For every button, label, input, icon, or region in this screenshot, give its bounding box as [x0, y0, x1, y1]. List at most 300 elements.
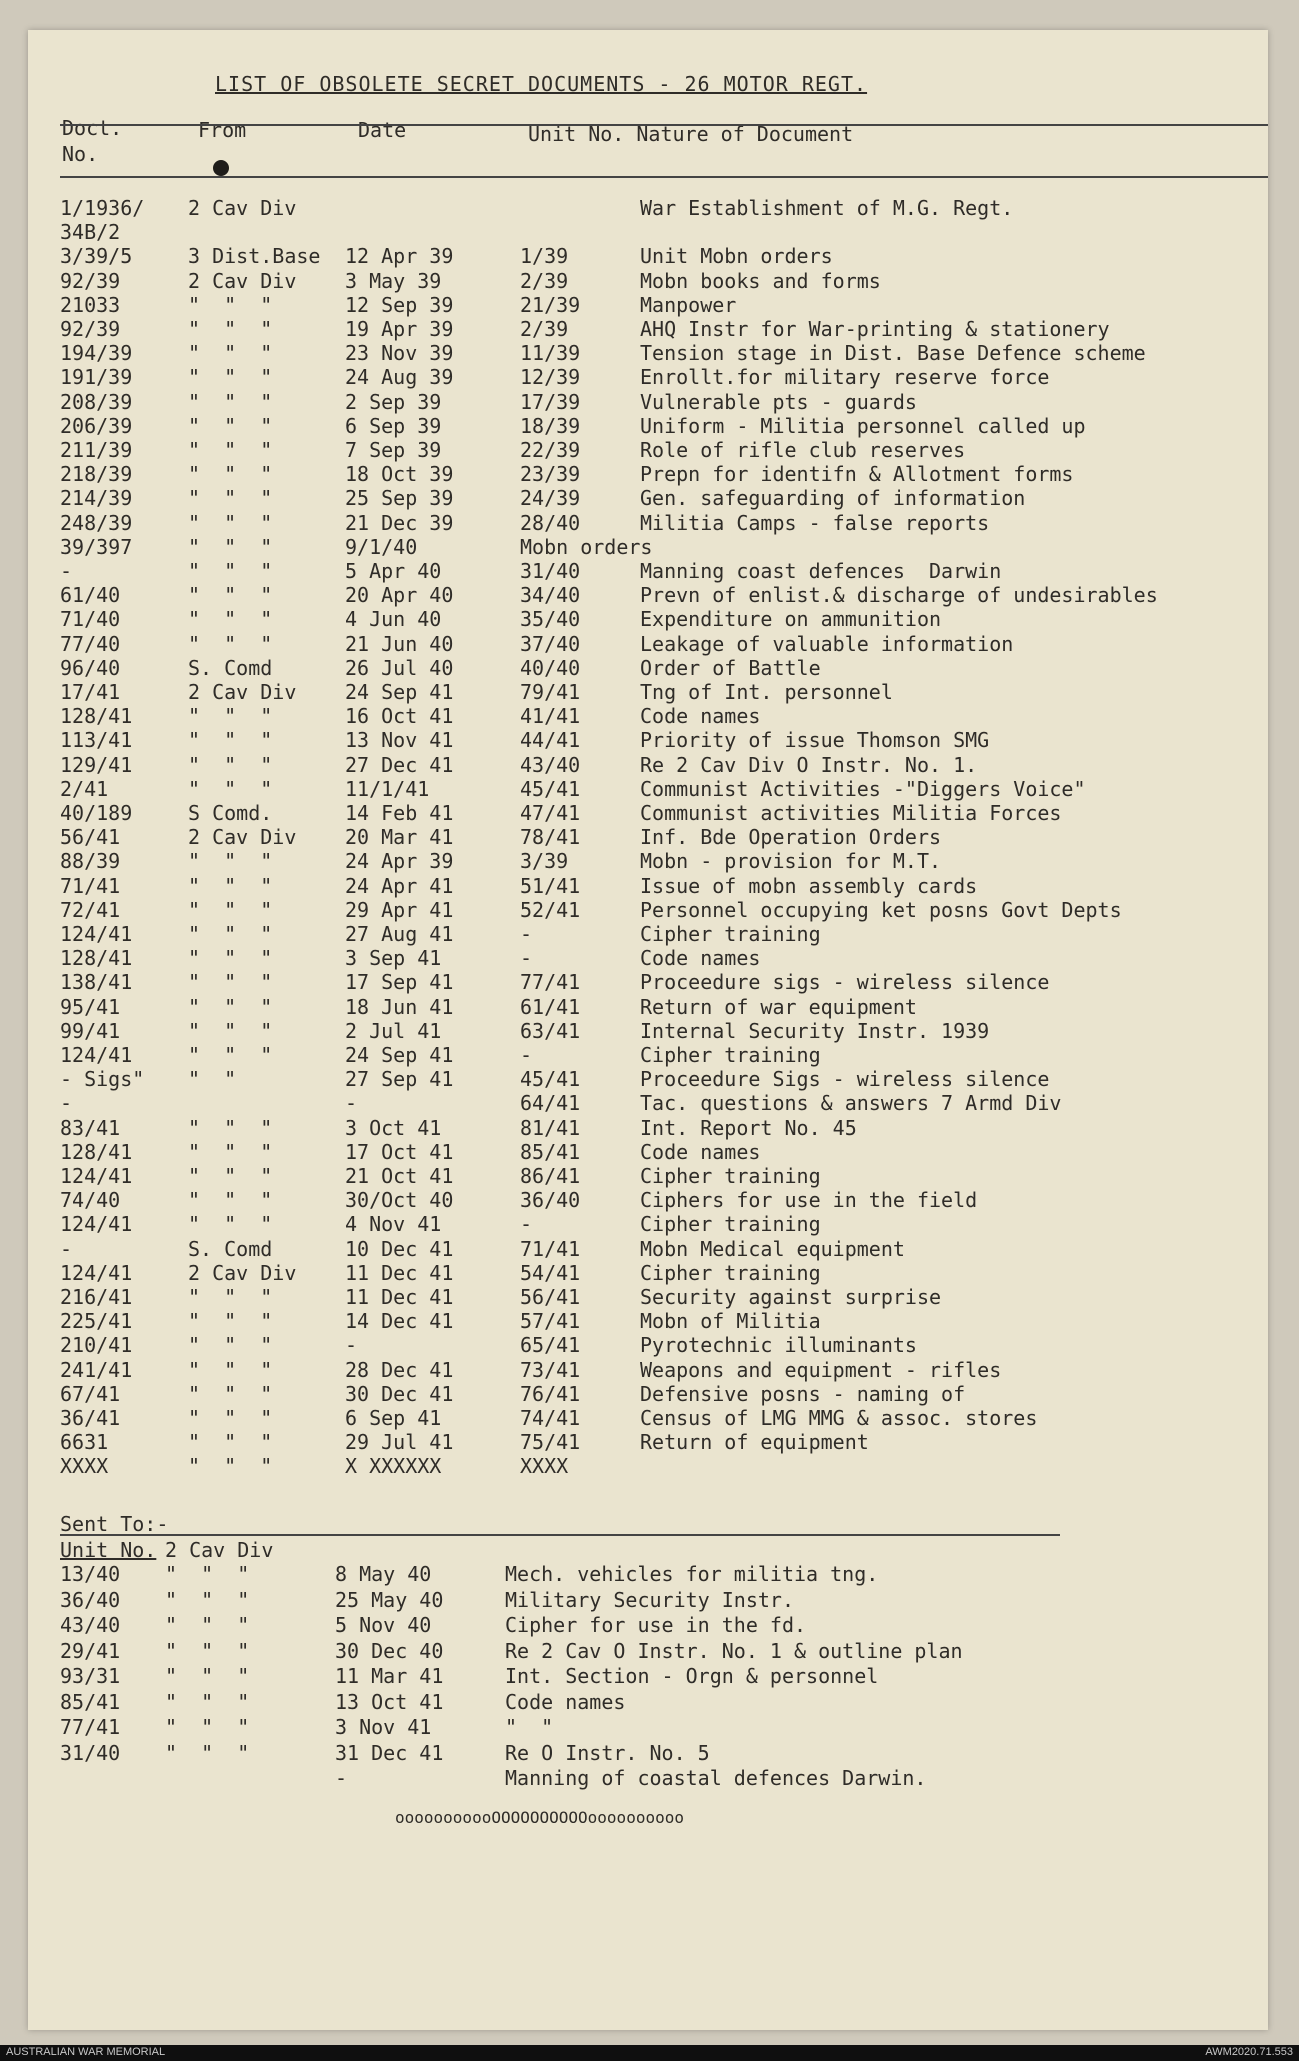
- table-row: [0, 874, 1268, 900]
- unit-number: -: [520, 922, 533, 946]
- document-title: LIST OF OBSOLETE SECRET DOCUMENTS - 26 MOTOR REGT.: [215, 72, 868, 96]
- from-unit: " " ": [188, 438, 273, 462]
- table-row: [0, 535, 1268, 561]
- unit-number: 17/39: [520, 389, 581, 414]
- unit-number: 22/39: [520, 438, 581, 462]
- unit-number: 24/39: [520, 486, 581, 511]
- sent-to-row: [0, 1690, 1268, 1716]
- doc-nature: Mobn - provision for M.T.: [640, 849, 942, 874]
- doc-date: 5 Apr 40: [345, 559, 442, 583]
- table-row: [0, 583, 1268, 609]
- unit-number: 56/41: [520, 1285, 581, 1309]
- from-unit: " " ": [188, 1115, 273, 1140]
- table-row: [0, 1043, 1268, 1069]
- header-bottom-rule: [60, 176, 1268, 178]
- doc-nature: Census of LMG MMG & assoc. stores: [640, 1406, 1038, 1430]
- doc-number: 211/39: [60, 438, 133, 462]
- doc-number: 191/39: [60, 365, 133, 390]
- from-unit: " " ": [188, 365, 273, 390]
- from-unit: 3 Dist.Base: [188, 244, 321, 269]
- table-row: [0, 970, 1268, 996]
- from-unit: " " ": [188, 728, 273, 753]
- sent-date: 30 Dec 40: [335, 1638, 444, 1663]
- unit-number: -: [520, 1212, 533, 1237]
- doc-nature: Ciphers for use in the field: [640, 1188, 978, 1213]
- unit-number: 71/41: [520, 1236, 581, 1261]
- table-row: [0, 1212, 1268, 1238]
- doc-number: 3/39/5: [60, 244, 133, 269]
- doc-nature: Int. Report No. 45: [640, 1115, 857, 1140]
- doc-nature: Code names: [640, 704, 761, 729]
- unit-number: 28/40: [520, 510, 581, 535]
- table-row: [0, 486, 1268, 512]
- unit-number: 76/41: [520, 1381, 581, 1406]
- doc-number: 34B/2: [60, 220, 121, 245]
- unit-number: -: [520, 946, 533, 971]
- doc-date: 19 Apr 39: [345, 317, 454, 341]
- doc-date: 16 Oct 41: [345, 704, 454, 729]
- from-unit: " " ": [188, 752, 273, 777]
- table-row: [0, 196, 1268, 222]
- unit-number: 54/41: [520, 1260, 581, 1285]
- doc-number: 96/40: [60, 655, 121, 680]
- doc-number: 39/397: [60, 534, 133, 559]
- table-row: [0, 1237, 1268, 1263]
- from-unit: S. Comd: [188, 655, 273, 680]
- doc-date: 2 Sep 39: [345, 389, 442, 414]
- doc-date: 3 Sep 41: [345, 946, 442, 971]
- table-row: [0, 511, 1268, 537]
- unit-number: 47/41: [520, 801, 581, 825]
- sent-unit-number: 13/40: [60, 1562, 121, 1586]
- doc-number: 95/41: [60, 994, 121, 1019]
- sent-from: " " ": [165, 1562, 250, 1586]
- unit-number: 21/39: [520, 292, 581, 317]
- doc-number: 216/41: [60, 1285, 133, 1309]
- doc-number: 241/41: [60, 1357, 133, 1382]
- doc-nature: Cipher training: [640, 1212, 821, 1237]
- doc-number: 92/39: [60, 317, 121, 341]
- doc-nature: Tng of Int. personnel: [640, 680, 893, 704]
- header-from: From: [198, 118, 247, 142]
- doc-nature: Communist Activities -"Diggers Voice": [640, 776, 1086, 801]
- sent-from: " " ": [165, 1664, 250, 1688]
- sent-from: " " ": [165, 1715, 250, 1739]
- sent-unit-number: 43/40: [60, 1613, 121, 1637]
- table-row: [0, 1140, 1268, 1166]
- unit-number: 64/41: [520, 1091, 581, 1116]
- doc-number: 2/41: [60, 776, 109, 801]
- doc-nature: Prepn for identifn & Allotment forms: [640, 462, 1074, 487]
- doc-number: 92/39: [60, 268, 121, 293]
- doc-number: 71/41: [60, 873, 121, 898]
- doc-nature: Enrollt.for military reserve force: [640, 365, 1050, 390]
- sent-nature: Mech. vehicles for militia tng.: [505, 1562, 879, 1586]
- doc-nature: Proceedure Sigs - wireless silence: [640, 1067, 1050, 1092]
- doc-nature: Role of rifle club reserves: [640, 438, 966, 462]
- unit-number: 73/41: [520, 1357, 581, 1382]
- sent-unit-number: 77/41: [60, 1715, 121, 1739]
- unit-number: 75/41: [520, 1430, 581, 1455]
- doc-date: 23 Nov 39: [345, 341, 454, 366]
- sent-date: 8 May 40: [335, 1562, 432, 1586]
- table-row: [0, 849, 1268, 875]
- unit-number: 52/41: [520, 897, 581, 922]
- doc-number: 88/39: [60, 849, 121, 874]
- from-unit: " " ": [188, 1430, 273, 1455]
- table-row: [0, 1261, 1268, 1287]
- doc-number: 1/1936/: [60, 196, 145, 220]
- from-unit: " " ": [188, 1285, 273, 1309]
- doc-number: - Sigs": [60, 1067, 145, 1092]
- footer-institution: AUSTRALIAN WAR MEMORIAL: [6, 2046, 166, 2058]
- doc-nature: Code names: [640, 1139, 761, 1164]
- doc-date: 25 Sep 39: [345, 486, 454, 511]
- from-unit: " " ": [188, 486, 273, 511]
- from-unit: " " ": [188, 292, 273, 317]
- table-row: [0, 995, 1268, 1021]
- from-unit: " " ": [188, 1212, 273, 1237]
- doc-number: 99/41: [60, 1018, 121, 1043]
- sent-to-rule: [60, 1534, 1060, 1536]
- doc-nature: Vulnerable pts - guards: [640, 389, 917, 414]
- doc-number: 56/41: [60, 825, 121, 850]
- doc-nature: Return of war equipment: [640, 994, 917, 1019]
- sent-nature: " ": [505, 1715, 554, 1739]
- header-doct: Doct.: [62, 116, 123, 140]
- doc-date: 17 Sep 41: [345, 970, 454, 995]
- doc-number: 61/40: [60, 583, 121, 608]
- doc-date: 12 Sep 39: [345, 292, 454, 317]
- unit-number: 45/41: [520, 776, 581, 801]
- from-unit: " " ": [188, 946, 273, 971]
- table-row: [0, 656, 1268, 682]
- sent-nature: Cipher for use in the fd.: [505, 1613, 807, 1637]
- sent-to-unit-header: Unit No.: [60, 1538, 157, 1562]
- doc-date: 4 Nov 41: [345, 1212, 442, 1237]
- doc-date: 27 Sep 41: [345, 1067, 454, 1092]
- table-row: [0, 462, 1268, 488]
- table-row: [0, 269, 1268, 295]
- doc-date: 28 Dec 41: [345, 1357, 454, 1382]
- from-unit: " " ": [188, 1309, 273, 1334]
- sent-from: " " ": [165, 1740, 250, 1765]
- doc-number: 6631: [60, 1430, 109, 1455]
- unit-number: 40/40: [520, 655, 581, 680]
- doc-nature: Manning coast defences Darwin: [640, 559, 1002, 583]
- doc-nature: Cipher training: [640, 1043, 821, 1067]
- unit-number: 35/40: [520, 607, 581, 632]
- doc-number: 225/41: [60, 1309, 133, 1334]
- table-row: [0, 365, 1268, 391]
- ink-blot: [213, 160, 229, 176]
- doc-nature: Internal Security Instr. 1939: [640, 1018, 990, 1043]
- doc-number: 128/41: [60, 946, 133, 971]
- sent-to-row: [0, 1766, 1268, 1792]
- from-unit: " " ": [188, 1164, 273, 1188]
- sent-from: " " ": [165, 1638, 250, 1663]
- doc-nature: Prevn of enlist.& discharge of undesirables: [640, 583, 1158, 608]
- from-unit: " " ": [188, 413, 273, 438]
- from-unit: " " ": [188, 534, 273, 559]
- sent-nature: Manning of coastal defences Darwin.: [505, 1766, 927, 1790]
- doc-number: 71/40: [60, 607, 121, 632]
- sent-date: 11 Mar 41: [335, 1664, 444, 1688]
- sent-nature: Military Security Instr.: [505, 1587, 794, 1612]
- sent-to-row: [0, 1741, 1268, 1767]
- doc-number: 77/40: [60, 631, 121, 656]
- doc-number: 113/41: [60, 728, 133, 753]
- from-unit: 2 Cav Div: [188, 196, 297, 220]
- doc-nature: Defensive posns - naming of: [640, 1381, 966, 1406]
- from-unit: S. Comd: [188, 1236, 273, 1261]
- unit-number: 44/41: [520, 728, 581, 753]
- table-row: [0, 1067, 1268, 1093]
- sent-date: 3 Nov 41: [335, 1715, 432, 1739]
- doc-number: -: [60, 1091, 73, 1116]
- doc-nature: Proceedure sigs - wireless silence: [640, 970, 1050, 995]
- doc-nature: Unit Mobn orders: [640, 244, 833, 269]
- doc-date: 24 Sep 41: [345, 680, 454, 704]
- from-unit: 2 Cav Div: [188, 680, 297, 704]
- table-row: [0, 825, 1268, 851]
- from-unit: " " ": [188, 1333, 273, 1358]
- table-row: [0, 1454, 1268, 1480]
- doc-nature: Leakage of valuable information: [640, 631, 1014, 656]
- from-unit: " " ": [188, 1139, 273, 1164]
- doc-nature: Tac. questions & answers 7 Armd Div: [640, 1091, 1062, 1116]
- from-unit: " " ": [188, 1018, 273, 1043]
- from-unit: " " ": [188, 607, 273, 632]
- doc-date: 26 Jul 40: [345, 655, 454, 680]
- unit-number: 85/41: [520, 1139, 581, 1164]
- doc-date: 2 Jul 41: [345, 1018, 442, 1043]
- sent-date: 13 Oct 41: [335, 1689, 444, 1714]
- unit-number: 61/41: [520, 994, 581, 1019]
- table-row: [0, 704, 1268, 730]
- unit-number: 18/39: [520, 413, 581, 438]
- from-unit: " " ": [188, 462, 273, 487]
- unit-number: 34/40: [520, 583, 581, 608]
- table-row: [0, 341, 1268, 367]
- doc-number: -: [60, 1236, 73, 1261]
- doc-date: 14 Dec 41: [345, 1309, 454, 1334]
- doc-number: 83/41: [60, 1115, 121, 1140]
- sent-to-from: 2 Cav Div: [165, 1538, 274, 1562]
- header-top-rule: [60, 124, 1268, 126]
- doc-date: 13 Nov 41: [345, 728, 454, 753]
- sent-date: 31 Dec 41: [335, 1740, 444, 1765]
- doc-number: 36/41: [60, 1406, 121, 1430]
- doc-date: 18 Oct 39: [345, 462, 454, 487]
- unit-number: -: [520, 1043, 533, 1067]
- doc-number: 208/39: [60, 389, 133, 414]
- from-unit: " " ": [188, 970, 273, 995]
- from-unit: " " ": [188, 1381, 273, 1406]
- from-unit: S Comd.: [188, 801, 273, 825]
- doc-nature: Return of equipment: [640, 1430, 869, 1455]
- doc-date: 29 Jul 41: [345, 1430, 454, 1455]
- table-row: [0, 728, 1268, 754]
- from-unit: " " ": [188, 897, 273, 922]
- footer-accession: AWM2020.71.553: [1205, 2046, 1293, 2058]
- doc-nature: Cipher training: [640, 1164, 821, 1188]
- doc-nature: Re 2 Cav Div O Instr. No. 1.: [640, 752, 978, 777]
- doc-date: -: [345, 1333, 358, 1358]
- unit-number: 77/41: [520, 970, 581, 995]
- from-unit: " " ": [188, 922, 273, 946]
- doc-date: 6 Sep 41: [345, 1406, 442, 1430]
- sent-unit-number: 29/41: [60, 1638, 121, 1663]
- doc-number: XXXX: [60, 1454, 109, 1479]
- unit-number: 11/39: [520, 341, 581, 366]
- doc-number: 138/41: [60, 970, 133, 995]
- table-row: [0, 801, 1268, 827]
- unit-number: XXXX: [520, 1454, 569, 1479]
- header-unit-nature: Unit No. Nature of Document: [528, 122, 854, 146]
- table-row: [0, 317, 1268, 343]
- doc-date: 11 Dec 41: [345, 1260, 454, 1285]
- doc-date: 9/1/40: [345, 534, 418, 559]
- table-row: [0, 632, 1268, 658]
- table-row: [0, 777, 1268, 803]
- doc-number: 214/39: [60, 486, 133, 511]
- doc-nature: Pyrotechnic illuminants: [640, 1333, 917, 1358]
- table-row: [0, 414, 1268, 440]
- doc-number: 128/41: [60, 1139, 133, 1164]
- table-row: [0, 244, 1268, 270]
- doc-nature: Gen. safeguarding of information: [640, 486, 1026, 511]
- table-row: [0, 1285, 1268, 1311]
- unit-number: 12/39: [520, 365, 581, 390]
- doc-date: 24 Apr 39: [345, 849, 454, 874]
- table-row: [0, 1309, 1268, 1335]
- sent-nature: Code names: [505, 1689, 626, 1714]
- unit-number: 23/39: [520, 462, 581, 487]
- doc-date: 21 Dec 39: [345, 510, 454, 535]
- sent-to-label: Sent To:-: [60, 1512, 169, 1536]
- from-unit: " " ": [188, 389, 273, 414]
- from-unit: " " ": [188, 341, 273, 366]
- doc-date: 12 Apr 39: [345, 244, 454, 269]
- from-unit: " " ": [188, 849, 273, 874]
- from-unit: " ": [188, 1067, 237, 1092]
- sent-unit-number: 31/40: [60, 1740, 121, 1765]
- sent-to-row: [0, 1715, 1268, 1741]
- from-unit: 2 Cav Div: [188, 825, 297, 850]
- doc-date: 17 Oct 41: [345, 1139, 454, 1164]
- doc-nature: Militia Camps - false reports: [640, 510, 990, 535]
- doc-nature: Order of Battle: [640, 655, 821, 680]
- doc-nature: Mobn Medical equipment: [640, 1236, 905, 1261]
- doc-number: 124/41: [60, 1260, 133, 1285]
- from-unit: " " ": [188, 994, 273, 1019]
- doc-number: 128/41: [60, 704, 133, 729]
- doc-number: 124/41: [60, 1043, 133, 1067]
- doc-nature: Priority of issue Thomson SMG: [640, 728, 990, 753]
- from-unit: " " ": [188, 1357, 273, 1382]
- table-row: [0, 293, 1268, 319]
- header-date: Date: [358, 118, 407, 142]
- sent-nature: Re O Instr. No. 5: [505, 1740, 710, 1765]
- doc-date: 24 Sep 41: [345, 1043, 454, 1067]
- doc-nature: War Establishment of M.G. Regt.: [640, 196, 1014, 220]
- doc-date: 20 Mar 41: [345, 825, 454, 850]
- from-unit: " " ": [188, 559, 273, 583]
- doc-nature: Expenditure on ammunition: [640, 607, 942, 632]
- doc-number: 194/39: [60, 341, 133, 366]
- from-unit: 2 Cav Div: [188, 1260, 297, 1285]
- table-row: [0, 1406, 1268, 1432]
- unit-number: 1/39: [520, 244, 569, 269]
- unit-number: 2/39: [520, 317, 569, 341]
- doc-number: 124/41: [60, 1212, 133, 1237]
- doc-number: 129/41: [60, 752, 133, 777]
- from-unit: " " ": [188, 1043, 273, 1067]
- doc-date: 3 Oct 41: [345, 1115, 442, 1140]
- doc-date: 21 Jun 40: [345, 631, 454, 656]
- sent-unit-number: 93/31: [60, 1664, 121, 1688]
- doc-nature: Inf. Bde Operation Orders: [640, 825, 942, 850]
- doc-date: 20 Apr 40: [345, 583, 454, 608]
- sent-to-row: [0, 1562, 1268, 1588]
- sent-from: " " ": [165, 1613, 250, 1637]
- doc-nature: Personnel occupying ket posns Govt Depts: [640, 897, 1122, 922]
- from-unit: " " ": [188, 1406, 273, 1430]
- doc-number: 206/39: [60, 413, 133, 438]
- doc-date: 11 Dec 41: [345, 1285, 454, 1309]
- table-row: [0, 1164, 1268, 1190]
- sent-to-row: [0, 1639, 1268, 1665]
- doc-date: 30/Oct 40: [345, 1188, 454, 1213]
- doc-date: 24 Apr 41: [345, 873, 454, 898]
- table-row: [0, 922, 1268, 948]
- doc-number: 218/39: [60, 462, 133, 487]
- sent-to-row: [0, 1664, 1268, 1690]
- doc-date: X XXXXXX: [345, 1454, 442, 1479]
- archive-footer: [0, 2045, 1299, 2061]
- unit-number: 63/41: [520, 1018, 581, 1043]
- table-row: [0, 1116, 1268, 1142]
- unit-number: 57/41: [520, 1309, 581, 1334]
- table-row: [0, 1019, 1268, 1045]
- doc-nature: Manpower: [640, 292, 737, 317]
- doc-number: 67/41: [60, 1381, 121, 1406]
- from-unit: " " ": [188, 583, 273, 608]
- unit-number: 3/39: [520, 849, 569, 874]
- doc-date: 27 Aug 41: [345, 922, 454, 946]
- doc-number: -: [60, 559, 73, 583]
- unit-number: 74/41: [520, 1406, 581, 1430]
- table-row: [0, 1091, 1268, 1117]
- doc-nature: Code names: [640, 946, 761, 971]
- doc-date: 29 Apr 41: [345, 897, 454, 922]
- sent-to-row: [0, 1588, 1268, 1614]
- doc-date: 24 Aug 39: [345, 365, 454, 390]
- doc-date: 4 Jun 40: [345, 607, 442, 632]
- from-unit: 2 Cav Div: [188, 268, 297, 293]
- doc-nature: AHQ Instr for War-printing & stationery: [640, 317, 1110, 341]
- unit-number: 37/40: [520, 631, 581, 656]
- doc-number: 21033: [60, 292, 121, 317]
- table-row: [0, 946, 1268, 972]
- sent-date: 5 Nov 40: [335, 1613, 432, 1637]
- doc-nature: Cipher training: [640, 1260, 821, 1285]
- unit-number: 51/41: [520, 873, 581, 898]
- sent-nature: Re 2 Cav O Instr. No. 1 & outline plan: [505, 1638, 963, 1663]
- sent-from: " " ": [165, 1689, 250, 1714]
- table-row: [0, 1188, 1268, 1214]
